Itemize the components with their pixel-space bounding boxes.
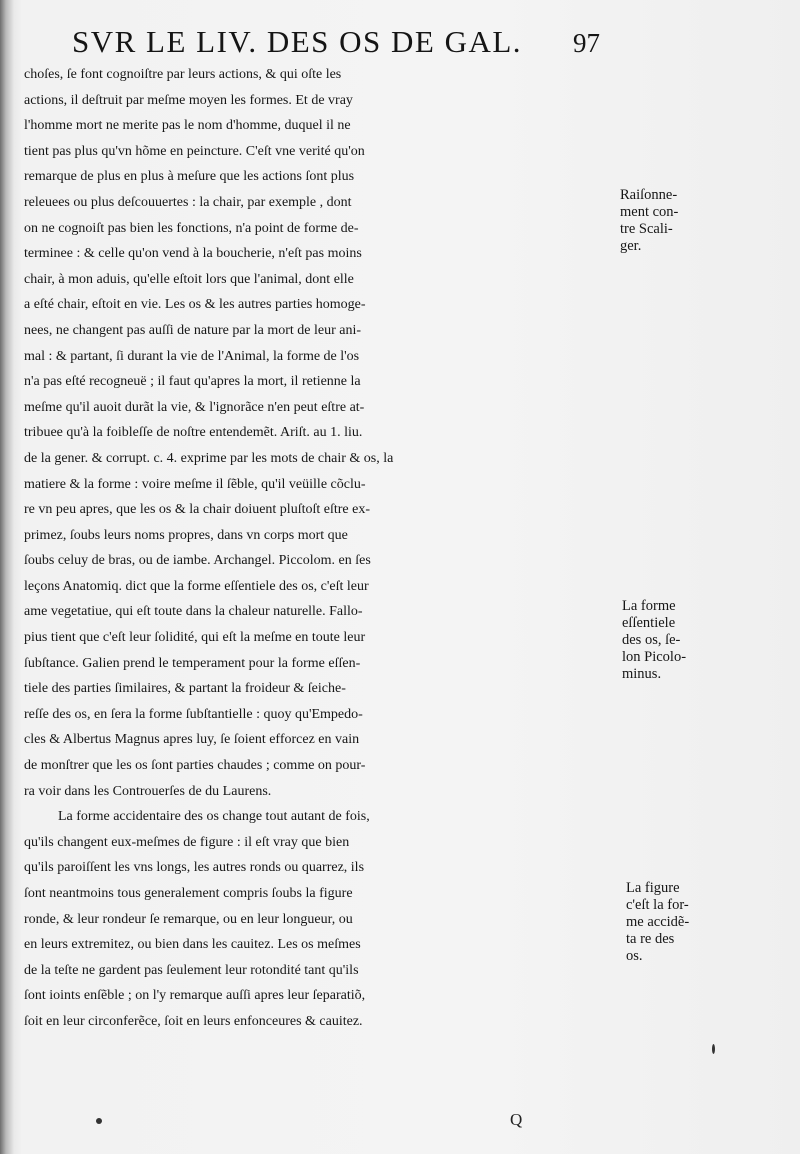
- text-line: chair, à mon aduis, qu'elle eſtoit lors que l'animal, dont elle: [24, 271, 354, 287]
- text-line: n'a pas eſté recogneuë ; il faut qu'apres la mort, il retienne la: [24, 374, 361, 390]
- text-line: primez, ſoubs leurs noms propres, dans vn corps mort que: [24, 527, 348, 543]
- text-line: releuees ou plus deſcouuertes : la chair, par exemple , dont: [24, 194, 352, 210]
- text-line: ſont ioints enſẽble ; on l'y remarque auſſi apres leur ſeparatiõ,: [24, 988, 366, 1004]
- text-line: re vn peu apres, que les os & la chair doiuent pluſtoſt eſtre ex-: [24, 502, 371, 518]
- margin-note-line: eſſentiele: [622, 615, 676, 631]
- margin-note-line: Raiſonne-: [620, 187, 678, 203]
- text-line: tribuee qu'à la foibleſſe de noſtre entendemẽt. Ariſt. au 1. liu.: [24, 425, 363, 441]
- text-line: actions, il deſtruit par meſme moyen les formes. Et de vray: [24, 92, 353, 108]
- text-line: mal : & partant, ſi durant la vie de l'Animal, la forme de l'os: [24, 348, 360, 364]
- main-text: [24, 62, 624, 1035]
- margin-note-figure: [626, 880, 722, 965]
- text-line: de la gener. & corrupt. c. 4. exprime par les mots de chair & os, la: [24, 450, 394, 466]
- text-line: a eſté chair, eſtoit en vie. Les os & les autres parties homoge-: [24, 297, 366, 313]
- text-line: ſoubs celuy de bras, ou de iambe. Archangel. Piccolom. en ſes: [24, 553, 371, 569]
- text-line: ronde, & leur rondeur ſe remarque, ou en leur longueur, ou: [24, 911, 353, 927]
- margin-note-line: ment con-: [620, 204, 679, 220]
- margin-note-line: os.: [626, 948, 643, 964]
- text-line: choſes, ſe font cognoiſtre par leurs actions, & qui oſte les: [24, 67, 342, 82]
- running-title: SVR LE LIV. DES OS DE GAL.: [72, 24, 523, 59]
- text-line: qu'ils paroiſſent les vns longs, les autres ronds ou quarrez, ils: [24, 860, 365, 876]
- text-line: matiere & la forme : voire meſme il ſẽble, qu'il veüille cõclu-: [24, 476, 366, 492]
- text-line: on ne cognoiſt pas bien les fonctions, n'a point de forme de-: [24, 220, 359, 236]
- text-line: l'homme mort ne merite pas le nom d'homme, duquel il ne: [24, 118, 351, 134]
- text-line: ra voir dans les Controuerſes de du Laurens.: [24, 783, 272, 799]
- text-line: ame vegetatiue, qui eſt toute dans la chaleur naturelle. Fallo-: [24, 604, 363, 620]
- margin-note-line: me accidẽ-: [626, 914, 690, 930]
- margin-note-line: tre Scali-: [620, 221, 673, 237]
- text-line: tiele des parties ſimilaires, & partant la froideur & ſeiche-: [24, 681, 346, 697]
- margin-note-line: ger.: [620, 238, 642, 254]
- text-line: cles & Albertus Magnus apres luy, ſe ſoient efforcez en vain: [24, 732, 360, 748]
- text-line: de monſtrer que les os ſont parties chaudes ; comme on pour-: [24, 758, 366, 774]
- margin-note-line: c'eſt la for-: [626, 897, 689, 913]
- text-line: remarque de plus en plus à meſure que les actions ſont plus: [24, 169, 355, 185]
- text-line: reſſe des os, en ſera la forme ſubſtantielle : quoy qu'Empedo-: [24, 706, 363, 722]
- margin-note-line: lon Picolo-: [622, 649, 687, 665]
- margin-note-line: La forme: [622, 598, 676, 614]
- page-number: 97: [573, 28, 600, 58]
- text-line: pius tient que c'eſt leur ſolidité, qui eſt la meſme en toute leur: [24, 630, 366, 646]
- ink-speck: [712, 1044, 715, 1054]
- paragraph-first-line: La forme accidentaire des os change tout autant de fois,: [58, 809, 370, 825]
- margin-note-line: ta re des: [626, 931, 675, 947]
- text-line: terminee : & celle qu'on vend à la boucherie, n'eſt pas moins: [24, 246, 362, 262]
- text-line: en leurs extremitez, ou bien dans les cauitez. Les os meſmes: [24, 937, 361, 953]
- text-line: ſont neantmoins tous generalement compris ſoubs la figure: [24, 886, 353, 901]
- margin-note-line: minus.: [622, 666, 662, 682]
- text-line: leçons Anatomiq. dict que la forme eſſentiele des os, c'eſt leur: [24, 578, 369, 594]
- margin-note-picolominus: [622, 598, 718, 683]
- text-line: nees, ne changent pas auſſi de nature par la mort de leur ani-: [24, 322, 362, 338]
- text-line: ſoit en leur circonferẽce, ſoit en leurs enfonceures & cauitez.: [24, 1013, 363, 1029]
- text-line: ſubſtance. Galien prend le temperament pour la forme eſſen-: [24, 655, 361, 671]
- margin-note-scaliger: [620, 187, 716, 255]
- text-line: meſme qu'il auoit durãt la vie, & l'ignorãce n'en peut eſtre at-: [24, 399, 365, 415]
- ink-speck: [96, 1118, 102, 1124]
- margin-note-line: La figure: [626, 880, 680, 896]
- margin-note-line: des os, ſe-: [622, 632, 681, 648]
- signature-mark: Q: [510, 1110, 523, 1129]
- text-line: qu'ils changent eux-meſmes de figure : il eſt vray que bien: [24, 834, 350, 850]
- text-line: de la teſte ne gardent pas ſeulement leur rotondité tant qu'ils: [24, 962, 359, 978]
- text-line: tient pas plus qu'vn hõme en peincture. C'eſt vne verité qu'on: [24, 143, 365, 159]
